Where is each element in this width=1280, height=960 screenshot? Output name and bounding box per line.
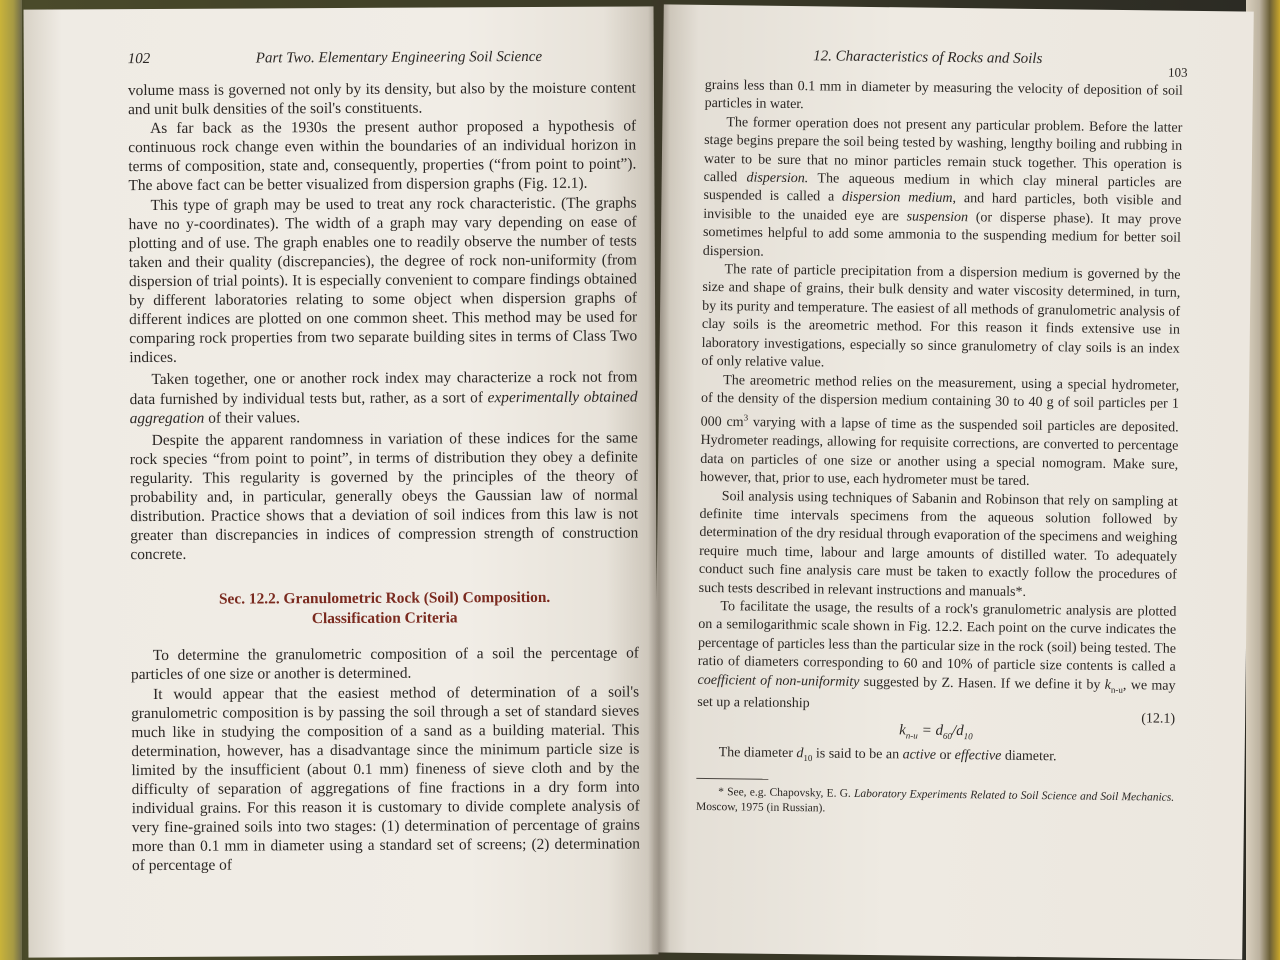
footnote-rule (696, 778, 768, 780)
emphasis-text: effective (954, 748, 1002, 764)
left-page (24, 6, 659, 957)
left-paragraph: volume mass is governed not only by its density, but also by the moisture content and unit bulk densities of the soil's constituents. (127, 79, 636, 119)
left-paragraph: Taken together, one or another rock index may characterize a rock not from data furnished by individual tests but, rather, as a sort of experimentally obtained aggregation of their values. (129, 368, 638, 427)
left-paragraph: Despite the apparent randomness in variation of these indices for the same rock species “from point to point”, in terms of distribution they obey a definite regularity. This regularity is governed by the principles of the theory of probability and, in particular, generally obeys the Gaussian law of normal distribution. Practice shows that a deviation of soil indices from this law is not greater than discrepancies in indices of compression strength of construction concrete. (129, 429, 639, 564)
left-paragraph: As far back as the 1930s the present author proposed a hypothesis of continuous rock change even within the boundaries of an individual horizon in terms of composition, state and, consequently, properties (“from point to point”). The above fact can be better visualized from dispersion graphs (Fig. 12.1). (128, 117, 637, 195)
right-paragraph: The rate of particle precipitation from a dispersion medium is governed by the size and shape of grains, their bulk density and water viscosity determined, in turn, by its purity and temperature. The easiest of all methods of granulometric analysis of clay soils is the areometric method. For this reason it finds extensive use in laboratory investigations, especially so since granulometry of clay soils is an index of only relative value. (701, 262, 1181, 371)
right-running-title: 12. Characteristics of Rocks and Soils (813, 48, 1043, 68)
left-text-column (128, 78, 640, 875)
right-paragraph: The former operation does not present any particular problem. Before the latter stage begins prepare the soil being tested by washing, lengthy boiling and rubbing in water to be sure that no minor particles remain stuck together. This operation is called dispersion. The aqueous medium in which clay mineral particles are suspended is called a dispersion medium, and hard particles, both visible and invisible to the unaided eye are suspension (or disperse phase). It may prove sometimes helpful to add some ammonia to the suspending medium for better soil dispersion. (702, 115, 1183, 260)
book-gutter-shadow (648, 0, 670, 960)
left-page-number: 102 (127, 50, 151, 68)
right-page (652, 4, 1254, 959)
emphasis-text: dispersion medium (841, 190, 953, 207)
left-paragraph: This type of graph may be used to treat any rock characteristic. (The graphs have no y-coordinates). The width of a graph may vary depending on ease of plotting and of use. The graph enables one to readily observe the number of tests taken and their quality (discrepancies), the degree of rock non-uniformity (from dispersion of trial points). It is especially convenient to compare findings obtained by different laboratories relating to some object when dispersion graphs of different indices are plotted on one common sheet. This method may be used for comparing rock properties from two separate building sites in terms of Class Two indices. (128, 194, 638, 367)
book-edge-left (0, 0, 22, 960)
left-paragraph: It would appear that the easiest method of determination of a soil's granulometric composition is by passing the soil through a set of standard sieves much like in studying the composition of a sand as a building material. This determination, however, has a disadvantage since the minimum particle size is limited by the insufficient (about 0.1 mm) fineness of sieve cloth and by the difficulty of separation of aggregations of fine fractions in a dry form into individual grains. For this reason it is customary to divide complete analysis of very fine-grained soils into two stages: (1) determination of percentage of grains more than 0.1 mm in diameter using a standard set of screens; (2) determination of percentage of (131, 682, 640, 875)
emphasis-text: dispersion. (746, 170, 809, 187)
section-heading: Sec. 12.2. Granulometric Rock (Soil) Composition. Classification Criteria (218, 589, 551, 628)
equation-number: (12.1) (1141, 711, 1176, 727)
left-running-title: Part Two. Elementary Engineering Soil Science (255, 48, 543, 67)
emphasis-text: coefficient of non-uniformity (697, 672, 860, 690)
equation-12-1: $k_{n-u} = d_{60}/d_{10}$ (12.1) (899, 711, 1176, 742)
right-page-number: 103 (1167, 64, 1188, 80)
footnote: * See, e.g. Chapovsky, E. G. Laboratory Experiments Related to Soil Science and Soil Mechanics. Moscow, 1975 (in Russian). (695, 786, 1175, 815)
left-paragraph: To determine the granulometric composition of a soil the percentage of particles of one size or another is determined. (130, 644, 639, 684)
right-paragraph: grains less than 0.1 mm in diameter by measuring the velocity of deposition of soil particles in water. (704, 77, 1183, 113)
right-paragraph: The areometric method relies on the measurement, using a special hydrometer, of the density of the dispersion medium containing 30 to 40 g of soil particles per 1 000 $cm^3$ varying with a lapse of time as the suspended soil particles are deposited. Hydrometer readings, allowing for requisite corrections, are converted to percentage data on particles of one size or another using a special nomogram. Make sure, however, that, prior to use, each hydrometer must be tared. (699, 372, 1180, 490)
emphasis-text: suspension (906, 209, 969, 226)
right-paragraph: The diameter $d_{10}$ is said to be an active or effective diameter. (718, 745, 1057, 765)
right-paragraph: To facilitate the usage, the results of a rock's granulometric analysis are plotted on a semilogarithmic scale shown in Fig. 12.2. Each point on the curve indicates the percentage of particles less than the particular size in the rock (soil) being tested. The ratio of diameters corresponding to 60 and 10% of particle size contents is called a coefficient of non-uniformity suggested by Z. Hasen. If we define it by $k_{n-u}$, we may set up a relationship (697, 599, 1177, 712)
emphasis-text: active (902, 747, 937, 764)
right-text-column (696, 77, 1183, 821)
emphasis-text: experimentally obtained aggregation (129, 387, 638, 427)
right-paragraph: Soil analysis using techniques of Sabanin and Robinson that rely on sampling at definite time intervals specimens from the aqueous solution followed by determination of the dry residual through evaporation of the specimens and weighing require much time, labour and large amounts of distilled water. To adequately conduct such fine analysis care must be taken to exactly follow the procedures of such tests described in relevant instructions and manuals*. (698, 488, 1178, 600)
